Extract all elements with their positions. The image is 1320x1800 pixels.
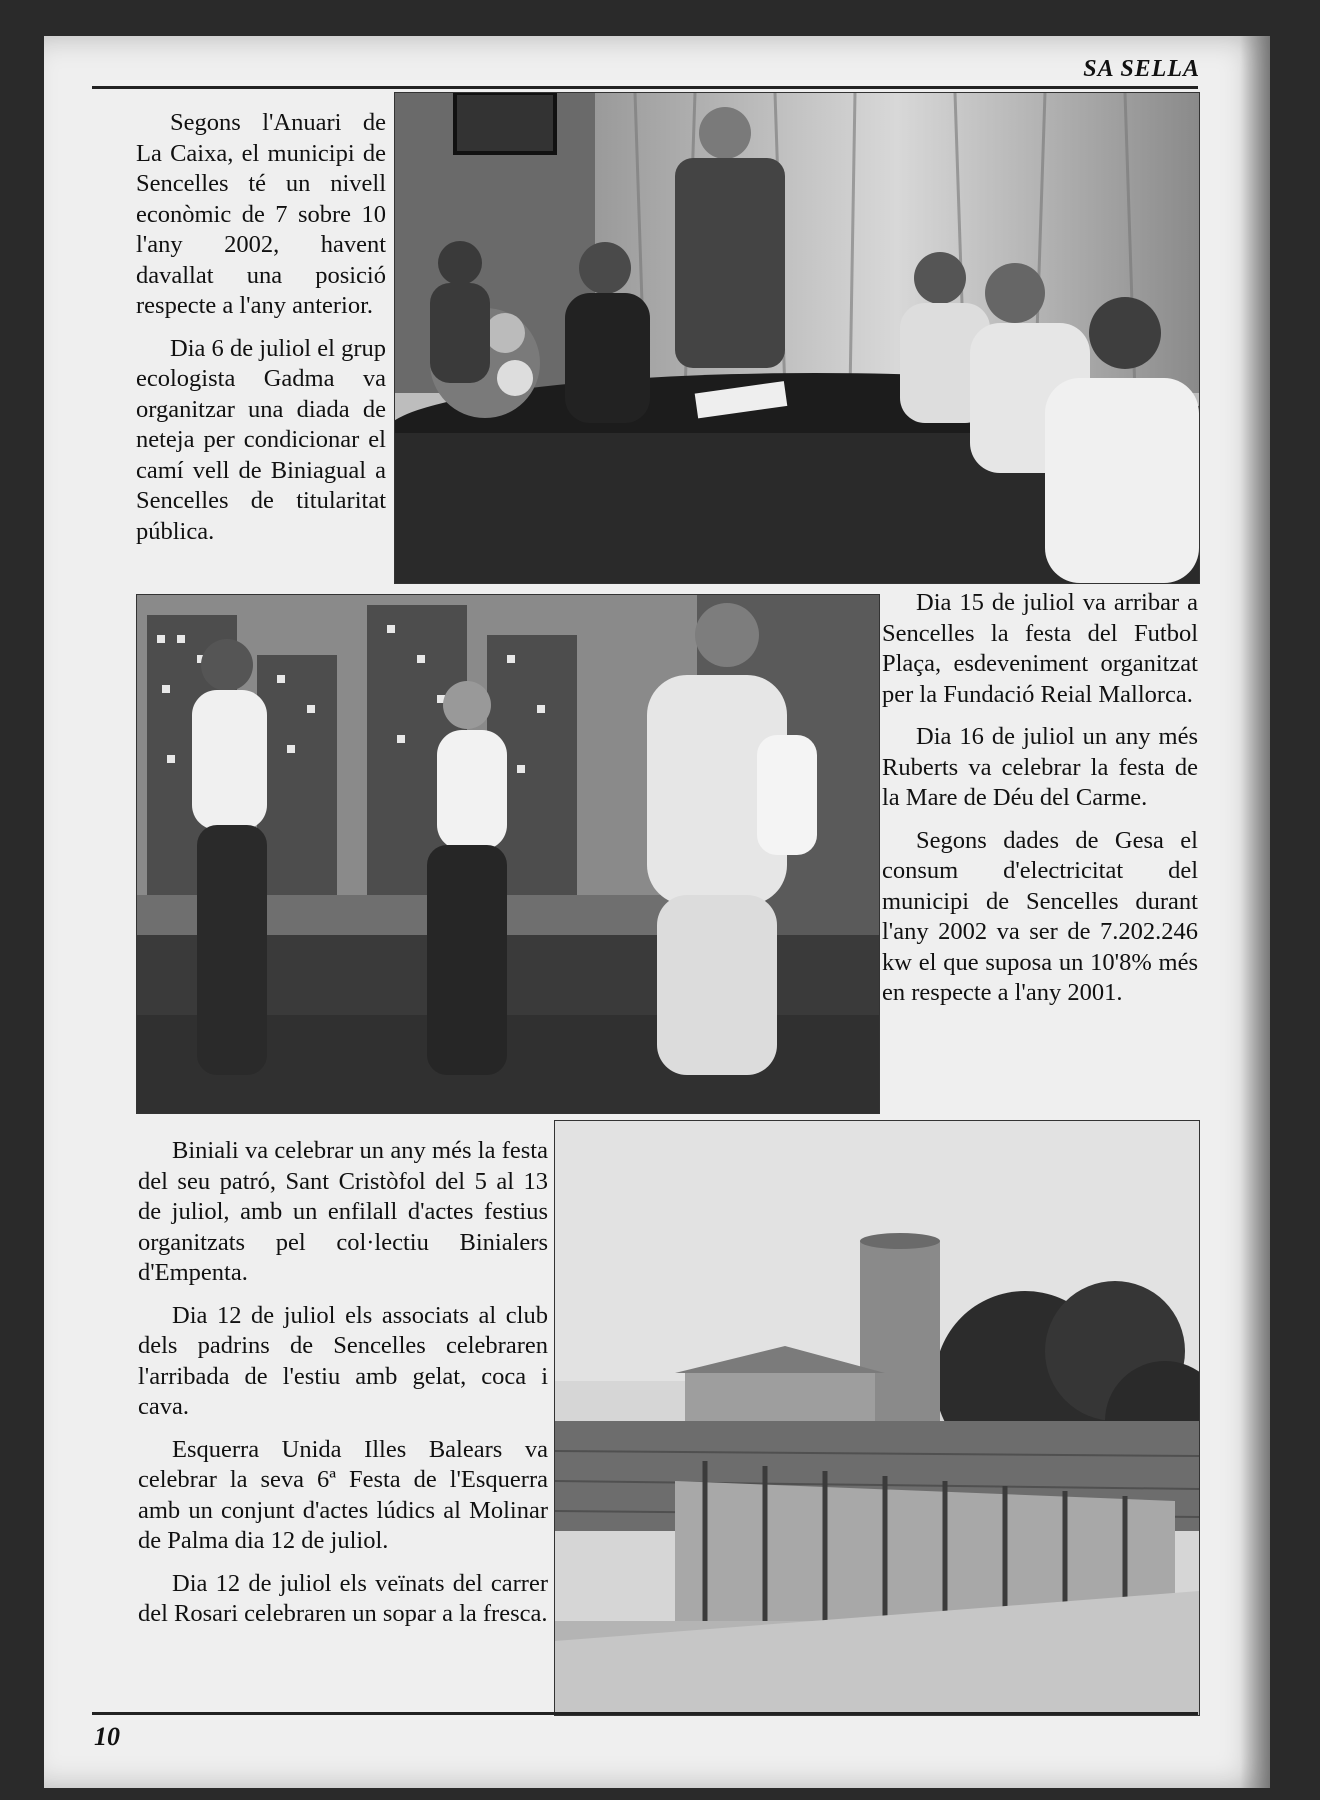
paragraph: Biniali va celebrar un any més la festa del seu patró, Sant Cristòfol del 5 al 13 de juliol, amb un enfilall d'actes festius organitzats pel col·lectiu Binialers d'Empenta. [138, 1137, 548, 1286]
paragraph: Esquerra Unida Illes Balears va celebrar la seva 6ª Festa de l'Esquerra amb un conjunt d'actes lúdics al Molinar de Palma dia 12 de juliol. [138, 1435, 548, 1554]
photo-meeting [394, 92, 1200, 584]
paragraph: Dia 12 de juliol els associats al club dels padrins de Sencelles celebraren l'arribada de l'estiu amb gelat, coca i cava. [138, 1301, 548, 1420]
header-title: SA SELLA [1083, 56, 1200, 82]
paragraph: Dia 16 de juliol un any més Ruberts va celebrar la festa de la Mare de Déu del Carme. [882, 723, 1198, 811]
text-column-middle-right [882, 588, 1198, 1021]
page-number: 10 [94, 1722, 120, 1751]
text-column-top-left [136, 108, 386, 559]
page-edge-shadow [1240, 36, 1270, 1788]
text-column-bottom-left [138, 1136, 548, 1642]
paragraph: Segons l'Anuari de La Caixa, el municipi de Sencelles té un nivell econòmic de 7 sobre 10 l'any 2002, havent davallat una posició respecte a l'any anterior. [136, 109, 386, 319]
header-rule [92, 86, 1198, 89]
photo-stage-performance [136, 594, 880, 1114]
photo-tower-construction [554, 1120, 1200, 1716]
paragraph: Dia 6 de juliol el grup ecologista Gadma va organitzar una diada de neteja per condicionar el camí vell de Biniagual a Sencelles de titularitat pública. [136, 334, 386, 545]
paragraph: Segons dades de Gesa el consum d'electricitat del municipi de Sencelles durant l'any 2002 va ser de 7.202.246 kw el que suposa un 10'8% més en respecte a l'any 2001. [882, 826, 1198, 1006]
paragraph: Dia 12 de juliol els veïnats del carrer del Rosari celebraren un sopar a la fresca. [138, 1569, 548, 1627]
paragraph: Dia 15 de juliol va arribar a Sencelles la festa del Futbol Plaça, esdeveniment organitzat per la Fundació Reial Mallorca. [882, 589, 1198, 708]
footer-rule [92, 1712, 1198, 1715]
